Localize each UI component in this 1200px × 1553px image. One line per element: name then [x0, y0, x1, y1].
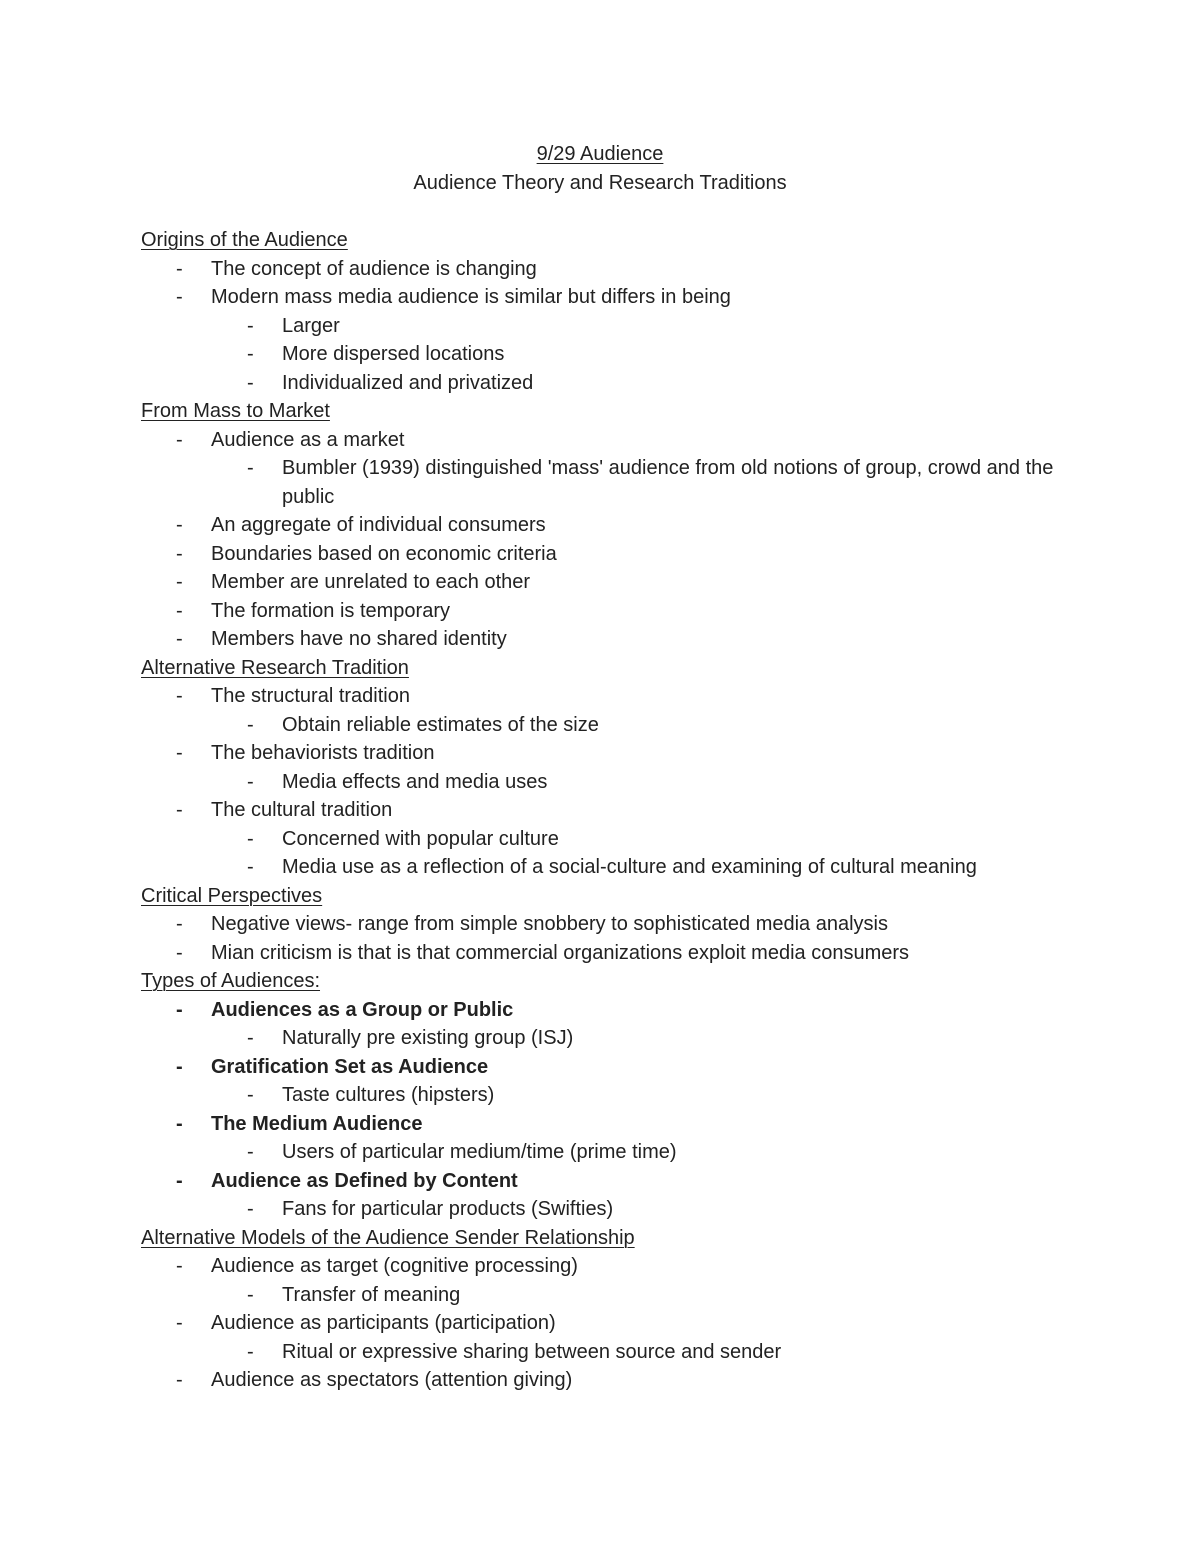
- bullet-text: Larger: [282, 314, 340, 337]
- section-heading-text: Critical Perspectives: [141, 884, 323, 907]
- sub-bullet-item: [141, 312, 1061, 341]
- section-heading: [141, 226, 1061, 255]
- dash-bullet-icon: -: [176, 542, 183, 565]
- section-heading: [141, 654, 1061, 683]
- bullet-text: Audiences as a Group or Public: [211, 998, 514, 1021]
- bullet-item: [141, 1110, 1061, 1139]
- bullet-item: [141, 996, 1061, 1025]
- dash-bullet-icon: -: [176, 428, 183, 451]
- bullet-text: The formation is temporary: [211, 599, 450, 622]
- bullet-text: Gratification Set as Audience: [211, 1055, 489, 1078]
- section-heading: [141, 1224, 1061, 1253]
- sub-bullet-item: [141, 1195, 1061, 1224]
- sub-bullet-item: [141, 1138, 1061, 1167]
- bullet-item: [141, 568, 1061, 597]
- section-heading-text: From Mass to Market: [141, 400, 330, 422]
- dash-bullet-icon: -: [176, 1312, 183, 1334]
- dash-bullet-icon: -: [176, 1112, 183, 1135]
- dash-bullet-icon: -: [247, 343, 254, 365]
- sub-bullet-item: [141, 1281, 1061, 1310]
- bullet-item: [141, 255, 1061, 284]
- bullet-text: The concept of audience is changing: [211, 257, 537, 280]
- bullet-text: Obtain reliable estimates of the size: [282, 713, 599, 736]
- bullet-text: Taste cultures (hipsters): [282, 1084, 495, 1106]
- sub-bullet-item: [141, 1338, 1061, 1367]
- section-heading: [141, 397, 1061, 426]
- bullet-text: Individualized and privatized: [282, 371, 534, 394]
- dash-bullet-icon: -: [176, 599, 183, 622]
- dash-bullet-icon: -: [247, 856, 254, 878]
- bullet-item: [141, 540, 1061, 569]
- sub-bullet-item: [141, 853, 1061, 882]
- bullet-item: [141, 796, 1061, 825]
- dash-bullet-icon: -: [176, 257, 183, 280]
- dash-bullet-icon: -: [247, 770, 254, 793]
- bullet-text: Naturally pre existing group (ISJ): [282, 1027, 574, 1049]
- dash-bullet-icon: -: [176, 913, 183, 935]
- dash-bullet-icon: -: [176, 799, 183, 821]
- dash-bullet-icon: -: [247, 1027, 254, 1049]
- sub-bullet-item: [141, 340, 1061, 369]
- bullet-text: Media effects and media uses: [282, 770, 548, 793]
- section-heading: [141, 967, 1061, 996]
- dash-bullet-icon: -: [176, 571, 183, 593]
- dash-bullet-icon: -: [176, 514, 183, 536]
- bullet-item: [141, 511, 1061, 540]
- dash-bullet-icon: -: [176, 628, 183, 650]
- dash-bullet-icon: -: [247, 1198, 254, 1220]
- sub-bullet-item: [141, 768, 1061, 797]
- sub-bullet-item: [141, 1024, 1061, 1053]
- bullet-text: Fans for particular products (Swifties): [282, 1198, 614, 1220]
- dash-bullet-icon: -: [247, 1283, 254, 1306]
- bullet-text: An aggregate of individual consumers: [211, 514, 546, 536]
- dash-bullet-icon: -: [247, 1084, 254, 1106]
- dash-bullet-icon: -: [176, 1169, 183, 1192]
- bullet-item: [141, 1309, 1061, 1338]
- bullet-text: Modern mass media audience is similar but differs in being: [211, 286, 731, 308]
- bullet-text: Boundaries based on economic criteria: [211, 542, 557, 565]
- dash-bullet-icon: -: [176, 742, 183, 764]
- title-block: [0, 140, 1200, 197]
- bullet-item: [141, 682, 1061, 711]
- dash-bullet-icon: -: [176, 1255, 183, 1277]
- bullet-item: [141, 1252, 1061, 1281]
- bullet-item: [141, 910, 1061, 939]
- sub-bullet-item: [141, 454, 1061, 511]
- bullet-item: [141, 939, 1061, 968]
- bullet-text: Audience as spectators (attention giving): [211, 1369, 573, 1391]
- sub-bullet-item: [141, 369, 1061, 398]
- bullet-text: Negative views- range from simple snobbery to sophisticated media analysis: [211, 913, 888, 935]
- bullet-text: Audience as Defined by Content: [211, 1169, 518, 1192]
- dash-bullet-icon: -: [176, 1369, 183, 1391]
- document-subtitle: Audience Theory and Research Traditions: [413, 171, 787, 194]
- document-title: 9/29 Audience: [536, 143, 664, 165]
- bullet-text: Audience as participants (participation): [211, 1312, 556, 1334]
- bullet-item: [141, 1053, 1061, 1082]
- bullet-text: The structural tradition: [211, 685, 410, 707]
- sub-bullet-item: [141, 711, 1061, 740]
- bullet-text: The cultural tradition: [211, 799, 393, 821]
- bullet-text: More dispersed locations: [282, 343, 505, 365]
- bullet-item: [141, 283, 1061, 312]
- dash-bullet-icon: -: [176, 286, 183, 308]
- bullet-text: Transfer of meaning: [282, 1283, 461, 1306]
- bullet-item: [141, 739, 1061, 768]
- dash-bullet-icon: -: [247, 1340, 254, 1363]
- bullet-text: Member are unrelated to each other: [211, 571, 531, 593]
- dash-bullet-icon: -: [247, 827, 254, 850]
- bullet-item: [141, 1366, 1061, 1395]
- bullet-text: Ritual or expressive sharing between source and sender: [282, 1340, 782, 1363]
- dash-bullet-icon: -: [176, 1055, 183, 1078]
- bullet-text: Concerned with popular culture: [282, 827, 559, 850]
- bullet-text: Users of particular medium/time (prime time): [282, 1141, 677, 1163]
- bullet-text: Bumbler (1939) distinguished 'mass' audience from old notions of group, crowd and the public: [282, 457, 1054, 508]
- bullet-item: [141, 625, 1061, 654]
- section-heading-text: Alternative Models of the Audience Sender Relationship: [141, 1226, 635, 1249]
- bullet-text: Audience as a market: [211, 428, 405, 451]
- dash-bullet-icon: -: [176, 998, 183, 1021]
- bullet-text: Mian criticism is that is that commercial organizations exploit media consumers: [211, 941, 910, 964]
- bullet-text: Media use as a reflection of a social-culture and examining of cultural meaning: [282, 856, 977, 878]
- section-heading-text: Origins of the Audience: [141, 229, 348, 251]
- dash-bullet-icon: -: [176, 941, 183, 964]
- bullet-item: [141, 426, 1061, 455]
- bullet-text: Members have no shared identity: [211, 628, 507, 650]
- dash-bullet-icon: -: [247, 1141, 254, 1163]
- notes-body: [141, 226, 1061, 1395]
- dash-bullet-icon: -: [247, 371, 254, 394]
- dash-bullet-icon: -: [247, 314, 254, 337]
- sub-bullet-item: [141, 1081, 1061, 1110]
- bullet-item: [141, 597, 1061, 626]
- bullet-text: The Medium Audience: [211, 1112, 423, 1135]
- section-heading-text: Types of Audiences:: [141, 970, 321, 992]
- section-heading-text: Alternative Research Tradition: [141, 656, 409, 679]
- bullet-item: [141, 1167, 1061, 1196]
- dash-bullet-icon: -: [176, 685, 183, 707]
- dash-bullet-icon: -: [247, 457, 254, 479]
- bullet-text: Audience as target (cognitive processing): [211, 1255, 578, 1277]
- dash-bullet-icon: -: [247, 713, 254, 736]
- section-heading: [141, 882, 1061, 911]
- sub-bullet-item: [141, 825, 1061, 854]
- bullet-text: The behaviorists tradition: [211, 742, 435, 764]
